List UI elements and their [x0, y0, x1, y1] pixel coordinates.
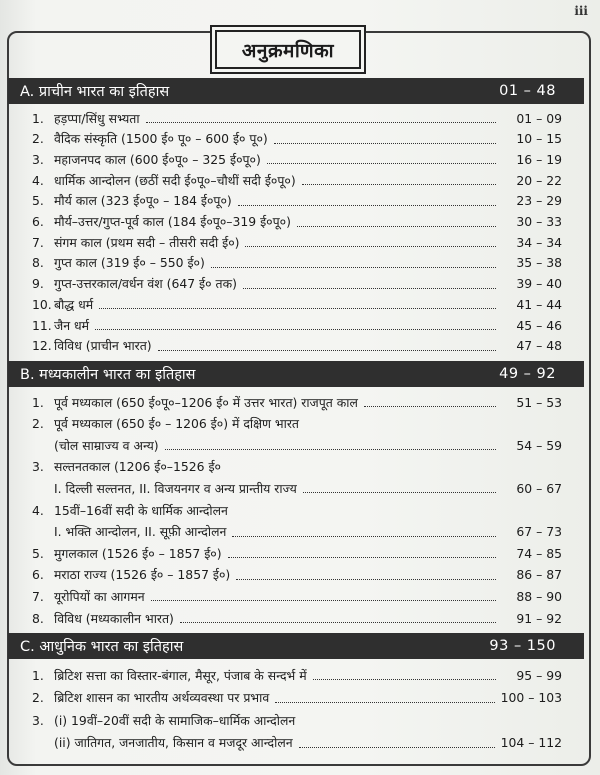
toc-entry: [32, 608, 562, 628]
dot-leader: [146, 121, 496, 123]
entry-number: 1.: [32, 667, 44, 683]
entry-number: 11.: [32, 317, 52, 333]
entry-number: 2.: [32, 690, 44, 706]
toc-entry: [32, 315, 562, 335]
entry-title: पूर्व मध्यकाल (650 ई० – 1206 ई०) में दक्षिण भारत: [54, 416, 299, 432]
entry-pages: 100 – 103: [500, 690, 562, 706]
entry-pages: 34 – 34: [516, 234, 562, 250]
entry-pages: 39 – 40: [516, 276, 562, 292]
entry-title: विविध (प्राचीन भारत): [54, 338, 152, 354]
entry-title: मुगलकाल (1526 ई० – 1857 ई०): [54, 545, 222, 561]
dot-leader: [227, 470, 496, 471]
entry-number: 7.: [32, 234, 44, 250]
toc-entry: [32, 710, 562, 730]
dot-leader: [299, 746, 495, 748]
entry-title: संगम काल (प्रथम सदी – तीसरी सदी ई०): [54, 234, 240, 250]
toc-entry: [32, 191, 562, 211]
toc-entry: [32, 543, 562, 563]
entry-title: (चोल साम्राज्य व अन्य): [54, 437, 159, 453]
entry-number: 9.: [32, 276, 44, 292]
entry-title: बौद्ध धर्म: [54, 296, 94, 312]
toc-entry: [32, 253, 562, 273]
toc-entry: [32, 565, 562, 585]
entry-number: 6.: [32, 214, 44, 229]
entry-number: 3.: [32, 151, 44, 167]
dot-leader: [275, 701, 494, 703]
dot-leader: [238, 204, 496, 206]
entry-title: (i) 19वीं–20वीं सदी के सामाजिक–धार्मिक आन्दोलन: [54, 712, 296, 728]
dot-leader: [234, 514, 496, 515]
dot-leader: [245, 245, 496, 247]
dot-leader: [297, 225, 496, 227]
toc-entry: [32, 108, 562, 128]
toc-entry: [32, 212, 562, 232]
entry-number: 7.: [32, 588, 44, 604]
entry-pages: 23 – 29: [516, 193, 562, 209]
toc-entry: [32, 435, 562, 455]
entry-title: गुप्त-उत्तरकाल/वर्धन वंश (647 ई० तक): [54, 276, 237, 292]
section-heading: B. मध्यकालीन भारत का इतिहास: [20, 367, 196, 383]
entry-pages: 10 – 15: [516, 131, 562, 147]
entry-title: सल्तनतकाल (1206 ई०–1526 ई०: [54, 459, 221, 475]
dot-leader: [158, 349, 496, 351]
dot-leader: [180, 621, 496, 623]
dot-leader: [303, 491, 496, 493]
section-heading: C. आधुनिक भारत का इतिहास: [20, 639, 184, 655]
dot-leader: [305, 427, 496, 428]
entry-number: 5.: [32, 545, 44, 561]
entry-number: 3.: [32, 712, 44, 728]
entry-number: 5.: [32, 193, 44, 209]
entry-title: I. भक्ति आन्दोलन, II. सूफ़ी आन्दोलन: [54, 524, 227, 540]
entry-pages: 16 – 19: [516, 151, 562, 167]
entry-pages: 95 – 99: [516, 667, 562, 683]
entry-title: 15वीं–16वीं सदी के धार्मिक आन्दोलन: [54, 502, 228, 518]
entry-pages: 30 – 33: [516, 214, 562, 229]
toc-entry: [32, 500, 562, 520]
dot-leader: [99, 307, 496, 309]
toc-entry: [32, 149, 562, 169]
entry-title: ब्रिटिश सत्ता का विस्तार-बंगाल, मैसूर, पंजाब के सन्दर्भ में: [54, 667, 307, 683]
entry-pages: 51 – 53: [516, 394, 562, 410]
entry-number: 1.: [32, 110, 44, 126]
entry-title: धार्मिक आन्दोलन (छठीं सदी ई०पू०–चौथीं सदी ई०पू०): [54, 172, 296, 188]
dot-leader: [301, 724, 496, 725]
dot-leader: [165, 448, 496, 450]
toc-entry: [32, 586, 562, 606]
page-number: iii: [574, 4, 588, 18]
index-title: अनुक्रमणिका: [215, 30, 361, 69]
entry-pages: 01 – 09: [516, 110, 562, 126]
toc-entry: [32, 457, 562, 477]
entry-pages: 104 – 112: [500, 735, 562, 751]
entry-pages: 91 – 92: [516, 610, 562, 626]
entry-number: 12.: [32, 338, 52, 354]
entry-title: गुप्त काल (319 ई० – 550 ई०): [54, 255, 205, 271]
entry-number: 8.: [32, 255, 44, 271]
section-range: 49 – 92: [499, 366, 556, 382]
dot-leader: [243, 287, 496, 289]
section-c-header: [8, 633, 584, 659]
dot-leader: [95, 328, 496, 330]
entry-number: 10.: [32, 296, 52, 312]
entry-pages: 20 – 22: [516, 172, 562, 188]
entry-pages: 45 – 46: [516, 317, 562, 333]
entry-pages: 54 – 59: [516, 437, 562, 453]
entry-number: 8.: [32, 610, 44, 626]
entry-number: 2.: [32, 416, 44, 432]
entry-title: यूरोपियों का आगमन: [54, 588, 145, 604]
toc-entry: [32, 170, 562, 190]
entry-title: महाजनपद काल (600 ई०पू० – 325 ई०पू०): [54, 151, 261, 167]
toc-entry: [32, 232, 562, 252]
toc-entry: [32, 688, 562, 708]
section-heading: A. प्राचीन भारत का इतिहास: [20, 84, 170, 100]
dot-leader: [236, 578, 496, 580]
entry-number: 2.: [32, 131, 44, 147]
toc-entry: [32, 733, 562, 753]
dot-leader: [364, 405, 496, 407]
entry-pages: 67 – 73: [516, 524, 562, 540]
entry-pages: 60 – 67: [516, 480, 562, 496]
toc-entry: [32, 336, 562, 356]
entry-title: I. दिल्ली सल्तनत, II. विजयनगर व अन्य प्रान्तीय राज्य: [54, 480, 297, 496]
section-a-header: [8, 78, 584, 104]
entry-number: 4.: [32, 502, 44, 518]
entry-title: जैन धर्म: [54, 317, 90, 333]
entry-number: 6.: [32, 567, 44, 583]
toc-entry: [32, 129, 562, 149]
entry-pages: 74 – 85: [516, 545, 562, 561]
entry-title: हड़प्पा/सिंधु सभ्यता: [54, 110, 140, 126]
entry-title: वैदिक संस्कृति (1500 ई० पू० – 600 ई० पू०): [54, 131, 268, 147]
toc-entry: [32, 665, 562, 685]
toc-entry: [32, 274, 562, 294]
toc-entry: [32, 392, 562, 412]
toc-entry: [32, 414, 562, 434]
dot-leader: [151, 599, 496, 601]
toc-entry: [32, 294, 562, 314]
entry-pages: 41 – 44: [516, 296, 562, 312]
toc-entry: [32, 522, 562, 542]
entry-title: मौर्य काल (323 ई०पू० – 184 ई०पू०): [54, 193, 232, 209]
dot-leader: [228, 556, 496, 558]
entry-pages: 88 – 90: [516, 588, 562, 604]
entry-title: मराठा राज्य (1526 ई० – 1857 ई०): [54, 567, 231, 583]
entry-title: ब्रिटिश शासन का भारतीय अर्थव्यवस्था पर प्रभाव: [54, 690, 270, 706]
dot-leader: [313, 678, 496, 680]
section-range: 01 – 48: [499, 83, 556, 99]
entry-title: (ii) जातिगत, जनजातीय, किसान व मजदूर आन्दोलन: [54, 735, 293, 751]
entry-title: पूर्व मध्यकाल (650 ई०पू०–1206 ई० में उत्तर भारत) राजपूत काल: [54, 394, 358, 410]
dot-leader: [302, 183, 496, 185]
dot-leader: [232, 535, 496, 537]
section-b-header: [8, 361, 584, 387]
entry-pages: 35 – 38: [516, 255, 562, 271]
dot-leader: [211, 266, 496, 268]
dot-leader: [267, 162, 496, 164]
entry-number: 4.: [32, 172, 44, 188]
entry-number: 3.: [32, 459, 44, 475]
entry-number: 1.: [32, 394, 44, 410]
entry-title: विविध (मध्यकालीन भारत): [54, 610, 174, 626]
toc-entry: [32, 478, 562, 498]
dot-leader: [274, 142, 496, 144]
entry-title: मौर्य–उत्तर/गुप्त-पूर्व काल (184 ई०पू०–319 ई०पू०): [54, 214, 291, 229]
entry-pages: 86 – 87: [516, 567, 562, 583]
entry-pages: 47 – 48: [516, 338, 562, 354]
section-range: 93 – 150: [489, 638, 556, 654]
